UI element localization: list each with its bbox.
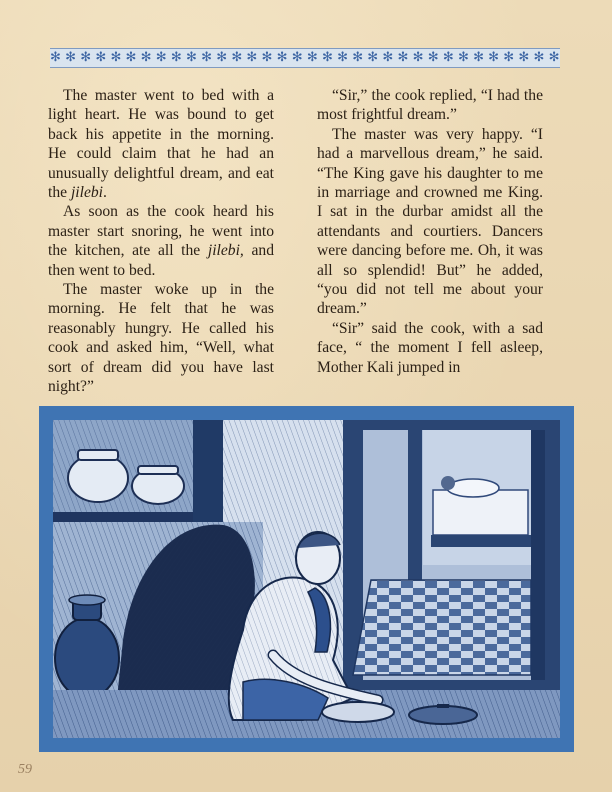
ornament-flower-icon: ✻ xyxy=(548,50,560,65)
italic-word: jilebi, xyxy=(207,242,244,260)
ornament-flower-icon: ✻ xyxy=(50,50,61,65)
ornament-flower-icon: ✻ xyxy=(185,50,197,65)
ornament-flower-icon: ✻ xyxy=(518,50,530,65)
ornament-flower-icon: ✻ xyxy=(306,50,318,65)
ornament-flower-icon: ✻ xyxy=(352,50,364,65)
italic-word: jilebi xyxy=(70,184,104,202)
text-run: . xyxy=(103,184,107,202)
ornament-flower-icon: ✻ xyxy=(291,50,303,65)
kitchen-scene-drawing xyxy=(53,420,560,738)
ornament-flower-icon: ✻ xyxy=(110,50,122,65)
ornament-flower-icon: ✻ xyxy=(337,50,348,65)
ornament-flower-icon: ✻ xyxy=(216,50,228,65)
text-run: and then went to bed. xyxy=(48,242,274,279)
ornament-flower-icon: ✻ xyxy=(261,50,273,65)
text-run: As soon as the cook heard his master start snoring, he went into the kitchen, ate all the xyxy=(48,203,274,260)
ornament-flower-icon: ✻ xyxy=(412,50,424,65)
page-number: 59 xyxy=(18,762,32,777)
story-illustration xyxy=(39,406,574,752)
ornament-flower-icon: ✻ xyxy=(95,50,107,65)
ornament-flower-icon: ✻ xyxy=(488,50,500,65)
ornament-flower-icon: ✻ xyxy=(457,50,469,65)
decorative-border-strip xyxy=(50,48,560,68)
ornament-flower-icon: ✻ xyxy=(367,50,379,65)
text-run: The master was very happy. “I had a marvellous dream,” he said. “The King gave his daughter to me in marriage and crowned me King. I sat in the durbar amidst all the attendants and courtiers. Dancers were dancing before me. Oh, it was all so splendid! But” he added, “you did not tell me about your dream.” xyxy=(317,125,543,318)
ornament-flower-icon: ✻ xyxy=(125,50,137,65)
ornament-flower-icon: ✻ xyxy=(140,50,152,65)
ornament-flower-icon: ✻ xyxy=(382,50,394,65)
ornament-flower-icon: ✻ xyxy=(321,50,333,65)
paragraph xyxy=(317,319,543,377)
ornament-flower-icon: ✻ xyxy=(65,50,77,65)
ornament-flower-icon: ✻ xyxy=(231,50,243,65)
ornament-flower-icon: ✻ xyxy=(170,50,182,65)
text-run: The master woke up in the morning. He felt that he was reasonably hungry. He called his cook and asked him, “Well, what sort of dream did you have last night?” xyxy=(48,281,274,396)
ornament-flower-icon: ✻ xyxy=(276,50,288,65)
left-text-column xyxy=(48,86,274,397)
ornament-flower-icon: ✻ xyxy=(201,50,212,65)
ornament-flower-icon: ✻ xyxy=(427,50,439,65)
text-run: “Sir” said the cook, with a sad face, “ the moment I fell asleep, Mother Kali jumped in xyxy=(317,319,543,376)
ornament-flower-icon: ✻ xyxy=(503,50,515,65)
ornament-flower-icon: ✻ xyxy=(533,50,545,65)
ornament-flower-icon: ✻ xyxy=(442,50,454,65)
paragraph xyxy=(48,202,274,280)
text-run: The master went to bed with a light heart. He was bound to get back his appetite in the morning. He could claim that he had an unusually delightful dream, and eat the xyxy=(48,87,274,202)
paragraph xyxy=(317,86,543,125)
ornament-flower-icon: ✻ xyxy=(155,50,167,65)
text-run: “Sir,” the cook replied, “I had the most frightful dream.” xyxy=(317,87,543,124)
ornament-flower-icon: ✻ xyxy=(246,50,258,65)
ornament-flower-icon: ✻ xyxy=(397,50,409,65)
ornament-flower-icon: ✻ xyxy=(473,50,484,65)
ornament-flower-icon: ✻ xyxy=(80,50,92,65)
paragraph xyxy=(48,280,274,396)
paragraph xyxy=(48,86,274,202)
right-text-column xyxy=(317,86,543,377)
paragraph xyxy=(317,125,543,319)
